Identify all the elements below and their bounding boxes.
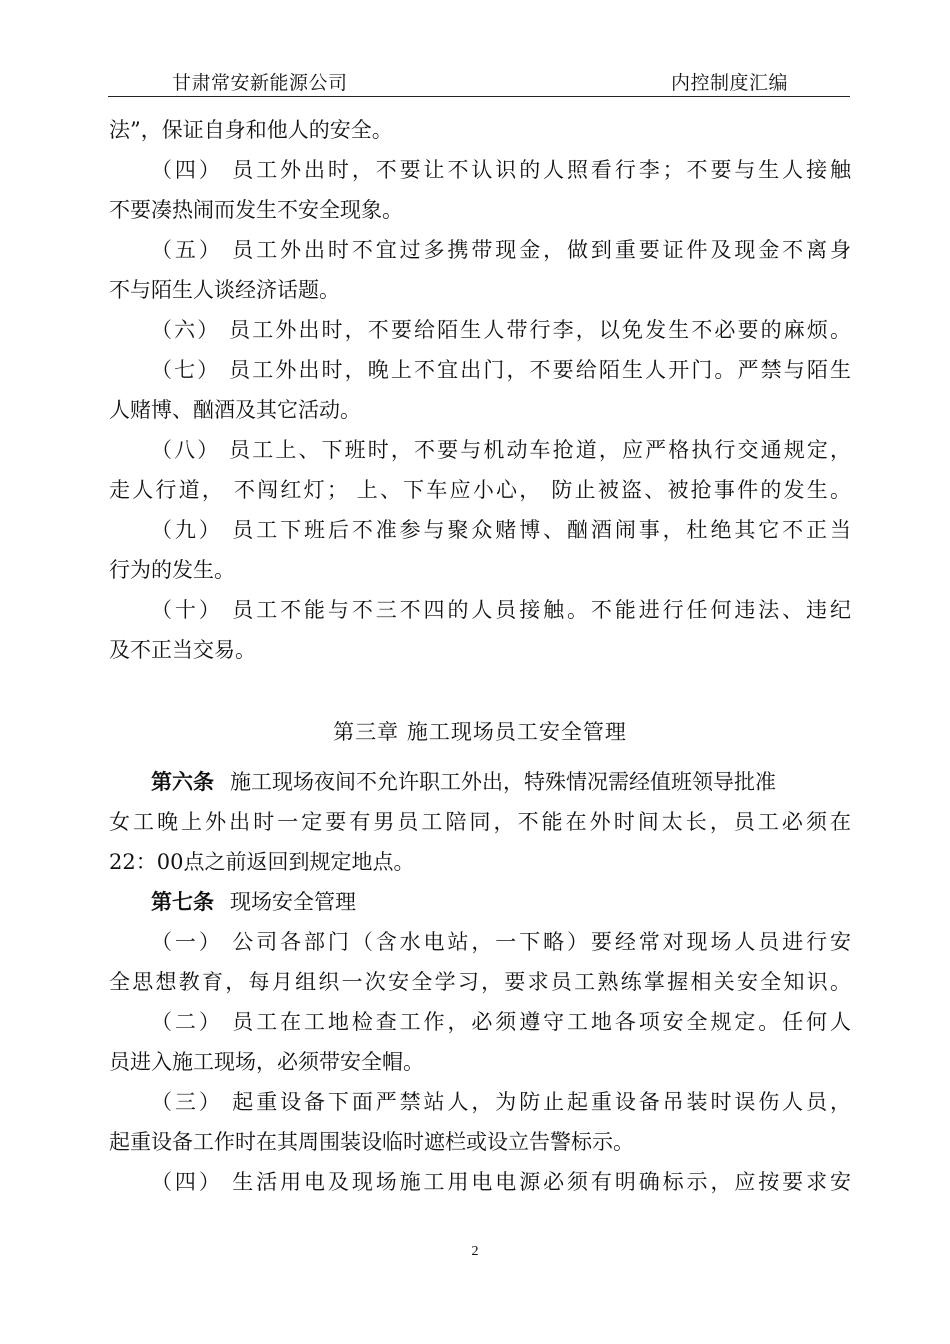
text-line: （三） 起重设备下面严禁站人，为防止起重设备吊装时误伤人员， (151, 1090, 851, 1114)
document-body (109, 110, 851, 1202)
text-line: （二） 员工在工地检查工作，必须遵守工地各项安全规定。任何人 (151, 1010, 851, 1034)
text-line: （七） 员工外出时，晚上不宜出门，不要给陌生人开门。严禁与陌生 (151, 358, 851, 382)
text-line: 及不正当交易。 (109, 638, 256, 662)
text-line: 女工晚上外出时一定要有男员工陪同，不能在外时间太长，员工必须在 (109, 810, 851, 834)
article-7-heading (109, 882, 851, 922)
text-line: （四） 员工外出时，不要让不认识的人照看行李；不要与生人接触 (151, 158, 851, 182)
text-line: 22：00点之前返回到规定地点。 (109, 850, 415, 874)
page-number: 2 (471, 1244, 479, 1259)
text-line: （四） 生活用电及现场施工用电电源必须有明确标示，应按要求安 (151, 1170, 851, 1194)
article-6-first-line (109, 762, 851, 802)
text-line: （十） 员工不能与不三不四的人员接触。不能进行任何违法、违纪 (151, 598, 851, 622)
text-line: （九） 员工下班后不准参与聚众赌博、酗酒闹事，杜绝其它不正当 (151, 518, 851, 542)
text-line: 起重设备工作时在其周围装设临时遮栏或设立告警标示。 (109, 1130, 634, 1154)
text-line: （八） 员工上、下班时，不要与机动车抢道，应严格执行交通规定， (151, 438, 851, 462)
article-7-label: 第七条 (151, 890, 214, 914)
chapter-heading: 第三章 施工现场员工安全管理 (333, 720, 627, 744)
text-line: 人赌博、酗酒及其它活动。 (109, 398, 361, 422)
text-line: 不与陌生人谈经济话题。 (109, 278, 340, 302)
text-line: 走人行道， 不闯红灯； 上、下车应小心， 防止被盗、被抢事件的发生。 (109, 478, 851, 502)
document-title: 内控制度汇编 (670, 72, 788, 94)
text-line: 法”，保证自身和他人的安全。 (109, 118, 393, 142)
text-line: 全思想教育，每月组织一次安全学习，要求员工熟练掌握相关安全知识。 (109, 970, 851, 994)
text-line: 员进入施工现场，必须带安全帽。 (109, 1050, 424, 1074)
company-name: 甘肃常安新能源公司 (172, 72, 348, 94)
text-line: （一） 公司各部门（含水电站，一下略）要经常对现场人员进行安 (151, 930, 851, 954)
article-6-text: 施工现场夜间不允许职工外出，特殊情况需经值班领导批准 (230, 770, 776, 794)
text-line: （五） 员工外出时不宜过多携带现金，做到重要证件及现金不离身 (151, 238, 851, 262)
page-header (108, 62, 850, 97)
text-line: 不要凑热闹而发生不安全现象。 (109, 198, 403, 222)
article-6-label: 第六条 (151, 770, 214, 794)
text-line: （六） 员工外出时，不要给陌生人带行李，以免发生不必要的麻烦。 (151, 318, 851, 342)
article-7-title: 现场安全管理 (230, 890, 356, 914)
text-line: 行为的发生。 (109, 558, 235, 582)
